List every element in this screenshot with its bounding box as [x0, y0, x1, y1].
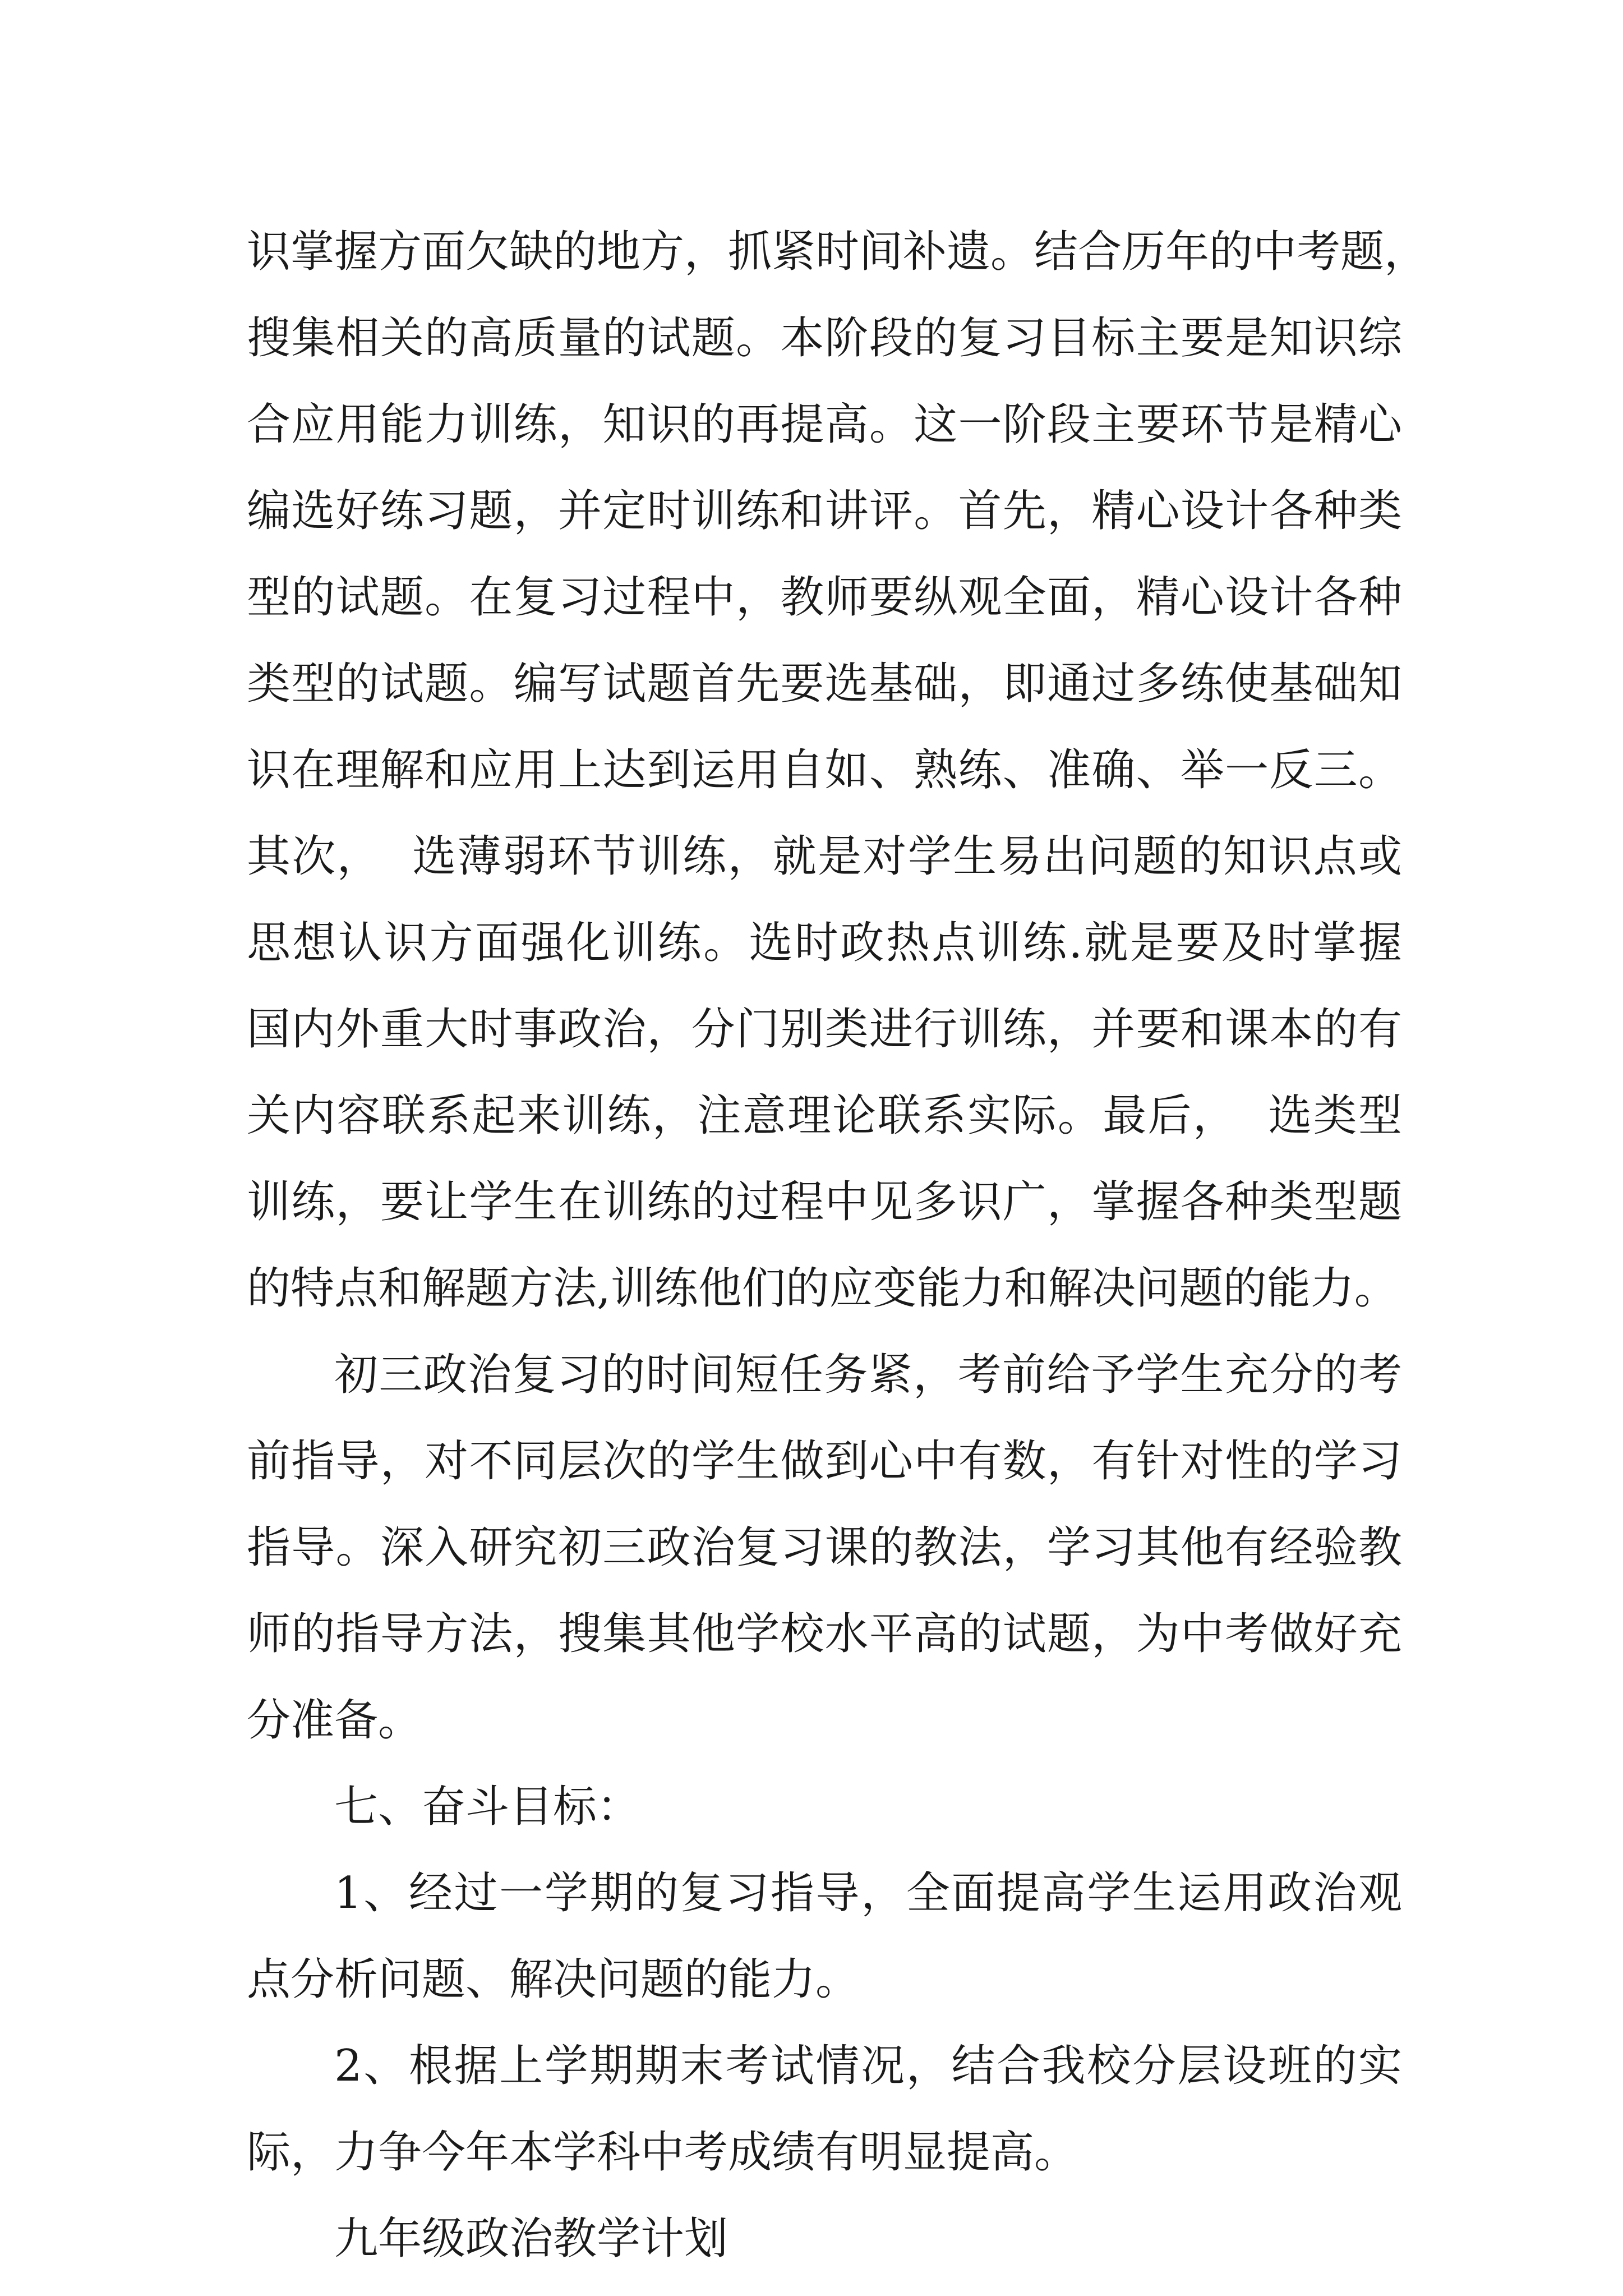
- text-line: 分准备。: [247, 1695, 422, 1746]
- text-line: 合应用能力训练，知识的再提高。这一阶段主要环节是精心: [247, 399, 1402, 450]
- list-item-first-line: 2、根据上学期期末考试情况，结合我校分层设班的实: [334, 2041, 1402, 2091]
- text-line: 师的指导方法，搜集其他学校水平高的试题，为中考做好充: [247, 1609, 1402, 1659]
- text-line: 其次， 选薄弱环节训练，就是对学生易出问题的知识点或: [247, 831, 1402, 882]
- text-line: 型的试题。在复习过程中，教师要纵观全面，精心设计各种: [247, 572, 1402, 623]
- document-title-line: 九年级政治教学计划: [334, 2214, 728, 2264]
- text-line: 搜集相关的高质量的试题。本阶段的复习目标主要是知识综: [247, 313, 1402, 364]
- text-line: 际，力争今年本学科中考成绩有明显提高。: [247, 2127, 1078, 2178]
- list-item-first-line: 1、经过一学期的复习指导，全面提高学生运用政治观: [334, 1868, 1402, 1918]
- text-line: 指导。深入研究初三政治复习课的教法，学习其他有经验教: [247, 1522, 1402, 1573]
- text-line: 关内容联系起来训练，注意理论联系实际。最后， 选类型: [247, 1091, 1402, 1141]
- text-line: 的特点和解题方法,训练他们的应变能力和解决问题的能力。: [247, 1263, 1398, 1314]
- text-line: 前指导，对不同层次的学生做到心中有数，有针对性的学习: [247, 1436, 1402, 1487]
- text-line: 类型的试题。编写试题首先要选基础，即通过多练使基础知: [247, 659, 1402, 709]
- text-line: 编选好练习题，并定时训练和讲评。首先，精心设计各种类: [247, 486, 1402, 536]
- section-heading: 七、奋斗目标：: [334, 1782, 641, 1832]
- document-body: [247, 209, 1428, 2282]
- paragraph-first-line: 初三政治复习的时间短任务紧，考前给予学生充分的考: [334, 1350, 1402, 1400]
- text-line: 国内外重大时事政治，分门别类进行训练，并要和课本的有: [247, 1004, 1402, 1055]
- text-line: 训练，要让学生在训练的过程中见多识广，掌握各种类型题: [247, 1177, 1402, 1227]
- text-line: 识在理解和应用上达到运用自如、熟练、准确、举一反三。: [247, 745, 1402, 795]
- text-line: 识掌握方面欠缺的地方，抓紧时间补遗。结合历年的中考题，: [247, 227, 1428, 277]
- text-line: 思想认识方面强化训练。选时政热点训练.就是要及时掌握: [247, 918, 1402, 968]
- text-line: 点分析问题、解决问题的能力。: [247, 1954, 860, 2005]
